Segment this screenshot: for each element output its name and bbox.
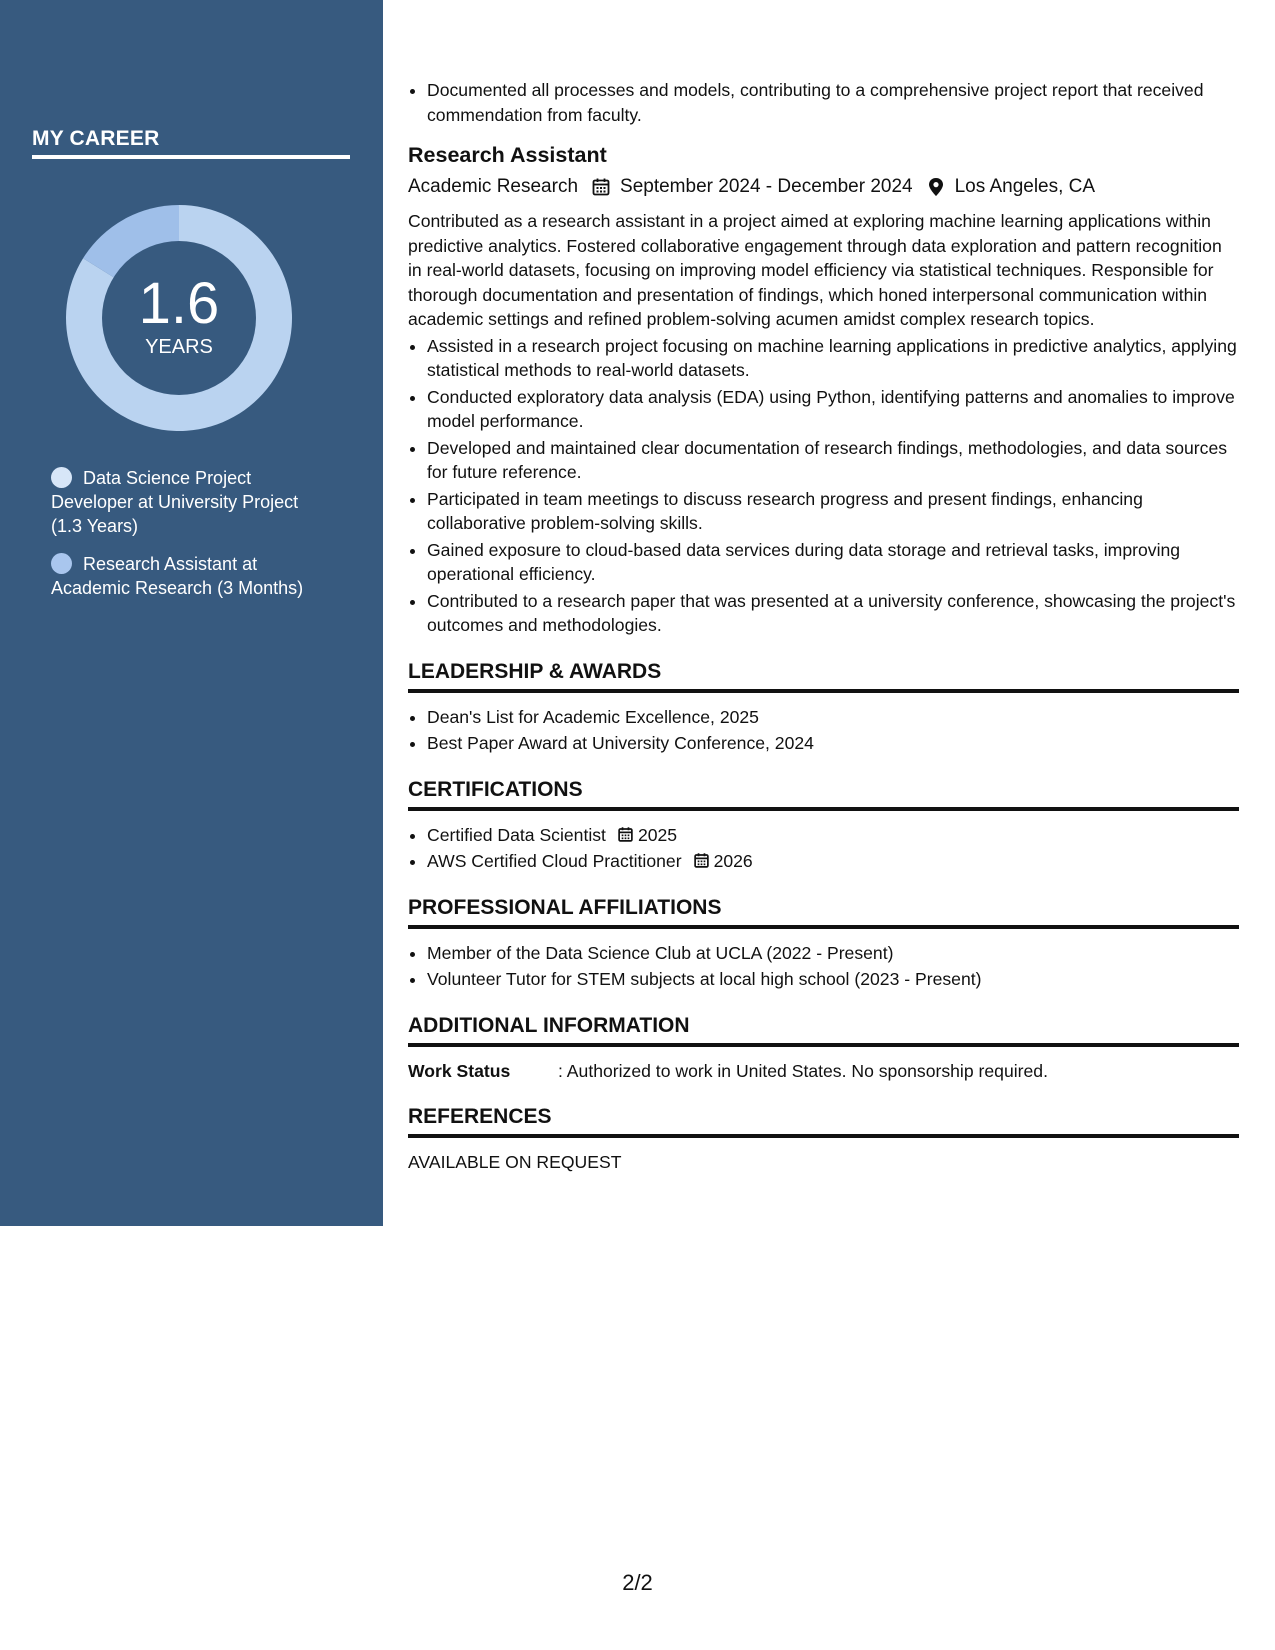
list-item: • Assisted in a research project focusing on machine learning applications in predictive analytics, applying statistical methods to real-world datasets. [427, 334, 1239, 383]
list-item: • Dean's List for Academic Excellence, 2025 [427, 705, 1239, 730]
sidebar [0, 0, 383, 1226]
certifications-heading: CERTIFICATIONS [408, 776, 1239, 811]
affiliations-heading: PROFESSIONAL AFFILIATIONS [408, 894, 1239, 929]
legend-dot-icon [51, 467, 72, 488]
donut-center-value: 1.6 [138, 271, 220, 336]
page-number: 2/2 [622, 1570, 653, 1595]
list-item [427, 823, 1239, 848]
list-item [427, 849, 1239, 874]
map-pin-icon [926, 177, 946, 197]
job-dates: September 2024 - December 2024 [620, 176, 913, 197]
cert-year: 2025 [637, 824, 678, 845]
legend-item [51, 466, 326, 538]
career-legend [51, 466, 326, 614]
career-donut-chart [66, 205, 292, 431]
references-heading: REFERENCES [408, 1103, 1239, 1138]
leadership-list [408, 705, 1239, 756]
job-meta [408, 173, 1239, 201]
list-item: • Conducted exploratory data analysis (EDA) using Python, identifying patterns and anomalies to improve model performance. [427, 385, 1239, 434]
donut-center-unit: YEARS [145, 336, 213, 358]
affiliations-list [408, 941, 1239, 992]
list-item: • Gained exposure to cloud-based data services during data storage and retrieval tasks, improving operational efficiency. [427, 538, 1239, 587]
job-location: Los Angeles, CA [954, 176, 1096, 197]
list-item: • Documented all processes and models, contributing to a comprehensive project report that received commendation from faculty. [427, 78, 1239, 127]
list-item: • Member of the Data Science Club at UCLA (2022 - Present) [427, 941, 1239, 966]
calendar-icon [617, 826, 634, 843]
career-heading: MY CAREER [32, 127, 350, 159]
cert-name: Certified Data Scientist [427, 824, 606, 845]
list-item: • Participated in team meetings to discuss research progress and present findings, enhancing collaborative problem-solving skills. [427, 487, 1239, 536]
legend-dot-icon [51, 553, 72, 574]
calendar-icon [693, 852, 710, 869]
calendar-icon [591, 177, 611, 197]
cert-year: 2026 [713, 851, 753, 871]
job-company: Academic Research [408, 176, 579, 197]
certifications-list [408, 823, 1239, 874]
legend-item [51, 552, 326, 600]
job-bullets [408, 334, 1239, 638]
previous-job-bullets [408, 78, 1239, 127]
leadership-heading: LEADERSHIP & AWARDS [408, 658, 1239, 693]
main-column [408, 78, 1239, 1175]
work-status-label: Work Status [408, 1060, 511, 1081]
job-title: Research Assistant [408, 143, 607, 167]
list-item: • Volunteer Tutor for STEM subjects at local high school (2023 - Present) [427, 967, 1239, 992]
references-text: AVAILABLE ON REQUEST [408, 1152, 622, 1172]
list-item: • Contributed to a research paper that was presented at a university conference, showcasing the project's outcomes and methodologies. [427, 589, 1239, 638]
work-status-value: : Authorized to work in United States. No sponsorship required. [558, 1060, 1048, 1081]
list-item: • Developed and maintained clear documentation of research findings, methodologies, and data sources for future reference. [427, 436, 1239, 485]
cert-name: AWS Certified Cloud Practitioner [427, 851, 682, 871]
legend-label: Research Assistant at Academic Research (3 Months) [51, 554, 304, 598]
work-status-row [408, 1059, 1239, 1084]
list-item: • Best Paper Award at University Conference, 2024 [427, 731, 1239, 756]
additional-info-heading: ADDITIONAL INFORMATION [408, 1012, 1239, 1047]
legend-label: Data Science Project Developer at University Project (1.3 Years) [51, 468, 299, 536]
job-description: Contributed as a research assistant in a project aimed at exploring machine learning applications within predictive analytics. Fostered collaborative engagement through data exploration and pattern recognition in real-world datasets, focusing on improving model efficiency via statistical techniques. Responsible for thorough documentation and presentation of findings, which honed interpersonal communication within academic settings and refined problem-solving acumen amidst complex research topics. [408, 211, 1222, 329]
